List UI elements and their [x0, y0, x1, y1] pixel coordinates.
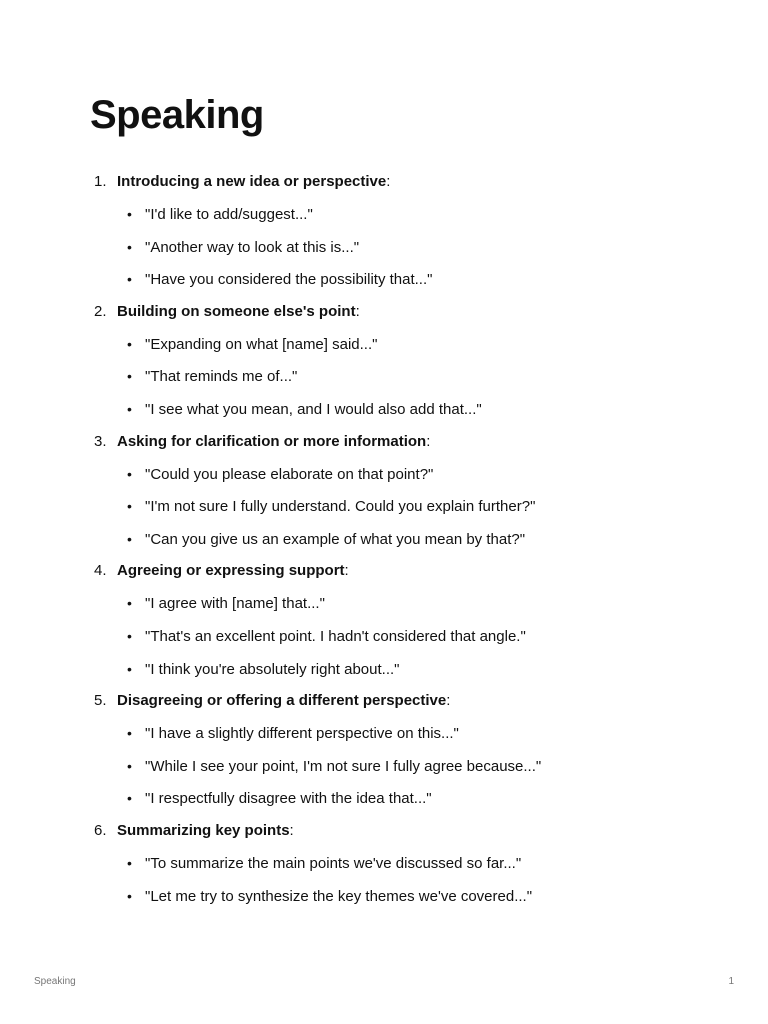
- phrase-text: "Can you give us an example of what you mean by that?": [145, 530, 526, 548]
- section: [94, 170, 734, 291]
- page-title: Speaking: [90, 93, 264, 137]
- bullet-list: [94, 202, 734, 291]
- bullet-icon: •: [127, 368, 132, 385]
- section-header: [94, 819, 734, 843]
- bullet-list: [94, 332, 734, 421]
- phrase-text: "I'd like to add/suggest...": [145, 206, 313, 223]
- phrase-text: "I think you're absolutely right about...": [145, 660, 400, 678]
- bullet-icon: •: [127, 271, 132, 288]
- section-heading: Introducing a new idea or perspective: [117, 173, 387, 190]
- bullet-icon: •: [127, 335, 132, 352]
- phrase-text: "That's an excellent point. I hadn't considered that angle.": [145, 627, 526, 645]
- section-number: 6.: [94, 821, 107, 839]
- heading-colon: :: [426, 432, 431, 450]
- bullet-icon: •: [127, 854, 132, 871]
- phrase-text: "I agree with [name] that...": [145, 595, 325, 613]
- footer-label: Speaking: [34, 976, 76, 987]
- section: [94, 300, 734, 421]
- list-item: [94, 851, 734, 875]
- section-header: [94, 559, 734, 583]
- section-heading: Summarizing key points: [117, 821, 290, 839]
- bullet-icon: •: [127, 465, 132, 482]
- heading-colon: :: [289, 821, 294, 839]
- bullet-icon: •: [127, 757, 132, 774]
- section-heading: Agreeing or expressing support: [117, 562, 345, 580]
- bullet-icon: •: [127, 660, 132, 677]
- section-header: [94, 689, 734, 713]
- section-number: 1.: [94, 173, 107, 190]
- bullet-icon: •: [127, 498, 132, 515]
- heading-colon: :: [344, 562, 349, 580]
- page-number: 1: [728, 976, 734, 987]
- bullet-icon: •: [127, 627, 132, 644]
- list-item: [94, 397, 734, 421]
- phrase-text: "I have a slightly different perspective on this...": [145, 725, 459, 743]
- section: [94, 559, 734, 680]
- list-item: [94, 591, 734, 615]
- bullet-list: [94, 462, 734, 551]
- bullet-list: [94, 591, 734, 680]
- phrase-text: "While I see your point, I'm not sure I fully agree because...": [145, 757, 542, 775]
- section-heading: Disagreeing or offering a different perspective: [117, 692, 447, 710]
- phrase-text: "Could you please elaborate on that point?": [145, 465, 434, 483]
- bullet-icon: •: [127, 238, 132, 255]
- bullet-icon: •: [127, 206, 132, 222]
- section-list: [94, 170, 734, 916]
- bullet-list: [94, 721, 734, 810]
- phrase-text: "Let me try to synthesize the key themes we've covered...": [145, 887, 533, 905]
- list-item: [94, 202, 734, 226]
- bullet-icon: •: [127, 790, 132, 807]
- list-item: [94, 235, 734, 259]
- section-number: 3.: [94, 432, 107, 450]
- list-item: [94, 721, 734, 745]
- section: [94, 689, 734, 810]
- section-number: 2.: [94, 302, 107, 320]
- phrase-text: "To summarize the main points we've discussed so far...": [145, 854, 522, 872]
- section-number: 4.: [94, 562, 107, 580]
- list-item: [94, 527, 734, 551]
- heading-colon: :: [355, 302, 360, 320]
- list-item: [94, 754, 734, 778]
- list-item: [94, 657, 734, 681]
- list-item: [94, 624, 734, 648]
- list-item: [94, 332, 734, 356]
- heading-colon: :: [446, 692, 451, 710]
- phrase-text: "I'm not sure I fully understand. Could you explain further?": [145, 498, 536, 516]
- phrase-text: "I see what you mean, and I would also add that...": [145, 400, 482, 418]
- section: [94, 819, 734, 908]
- phrase-text: "That reminds me of...": [145, 368, 298, 386]
- section-heading: Building on someone else's point: [117, 302, 356, 320]
- bullet-list: [94, 851, 734, 908]
- bullet-icon: •: [127, 530, 132, 547]
- section-number: 5.: [94, 692, 107, 710]
- list-item: [94, 267, 734, 291]
- bullet-icon: •: [127, 400, 132, 417]
- list-item: [94, 494, 734, 518]
- phrase-text: "Have you considered the possibility that...": [145, 271, 433, 289]
- list-item: [94, 786, 734, 810]
- heading-colon: :: [386, 173, 391, 190]
- section-heading: Asking for clarification or more information: [117, 432, 427, 450]
- phrase-text: "Another way to look at this is...": [145, 238, 360, 256]
- bullet-icon: •: [127, 887, 132, 904]
- phrase-text: "Expanding on what [name] said...": [145, 335, 378, 353]
- section-header: [94, 170, 734, 194]
- section: [94, 430, 734, 551]
- list-item: [94, 462, 734, 486]
- list-item: [94, 884, 734, 908]
- bullet-icon: •: [127, 725, 132, 742]
- bullet-icon: •: [127, 595, 132, 612]
- section-header: [94, 300, 734, 324]
- list-item: [94, 364, 734, 388]
- phrase-text: "I respectfully disagree with the idea that...": [145, 790, 432, 808]
- section-header: [94, 430, 734, 454]
